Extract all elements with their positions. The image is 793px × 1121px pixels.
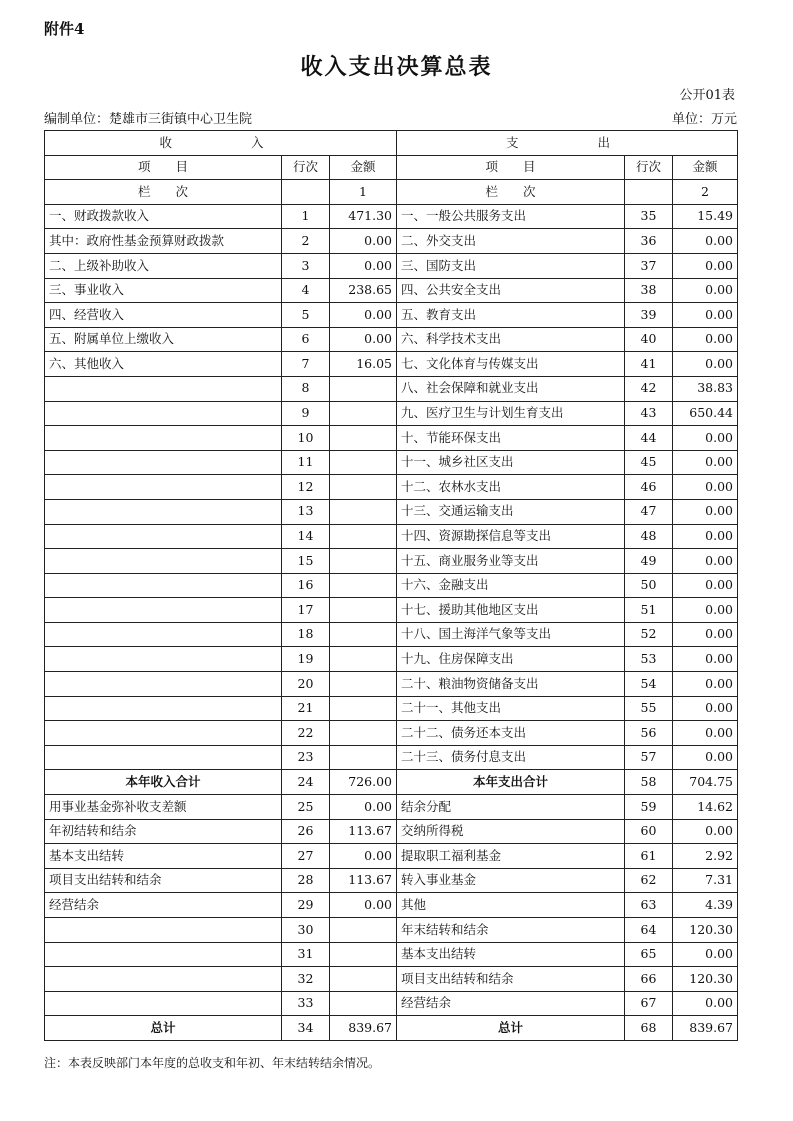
expense-row-no: 68 [625, 1016, 673, 1041]
expense-row-no: 37 [625, 253, 673, 278]
table-row [45, 426, 738, 451]
expense-row-no: 57 [625, 745, 673, 770]
expense-item: 四、公共安全支出 [397, 278, 625, 303]
income-item [45, 745, 282, 770]
expense-row-no: 61 [625, 844, 673, 869]
unit-line [44, 108, 737, 127]
expense-amount: 0.00 [673, 352, 738, 377]
empty-cell [282, 180, 330, 205]
expense-item: 本年支出合计 [397, 770, 625, 795]
income-item: 一、财政拨款收入 [45, 204, 282, 229]
table-row [45, 598, 738, 623]
expense-item: 十三、交通运输支出 [397, 499, 625, 524]
income-item-header: 项 目 [45, 155, 282, 180]
expense-row-no: 49 [625, 549, 673, 574]
expense-column-number: 2 [673, 180, 738, 205]
expense-row-no: 41 [625, 352, 673, 377]
income-amount [330, 647, 397, 672]
income-row-no: 33 [282, 991, 330, 1016]
expense-item: 十一、城乡社区支出 [397, 450, 625, 475]
expense-item: 十九、住房保障支出 [397, 647, 625, 672]
income-amount: 0.00 [330, 229, 397, 254]
income-item: 基本支出结转 [45, 844, 282, 869]
expense-amount: 0.00 [673, 819, 738, 844]
income-row-no: 26 [282, 819, 330, 844]
expense-row-no: 43 [625, 401, 673, 426]
expense-row-no: 65 [625, 942, 673, 967]
table-row [45, 352, 738, 377]
income-row-no: 23 [282, 745, 330, 770]
table-row [45, 770, 738, 795]
table-row [45, 450, 738, 475]
income-row-no: 27 [282, 844, 330, 869]
table-row [45, 573, 738, 598]
income-row-no: 19 [282, 647, 330, 672]
income-amount [330, 499, 397, 524]
income-amount [330, 524, 397, 549]
expense-item: 结余分配 [397, 795, 625, 820]
income-amount: 113.67 [330, 868, 397, 893]
expense-amount: 0.00 [673, 253, 738, 278]
expense-amount-header: 金额 [673, 155, 738, 180]
income-item [45, 376, 282, 401]
table-row [45, 229, 738, 254]
expense-amount: 650.44 [673, 401, 738, 426]
income-row-no: 13 [282, 499, 330, 524]
expense-amount: 0.00 [673, 672, 738, 697]
income-amount [330, 622, 397, 647]
expense-amount: 0.00 [673, 499, 738, 524]
expense-row-no: 53 [625, 647, 673, 672]
table-row [45, 327, 738, 352]
expense-row-no: 64 [625, 918, 673, 943]
income-item [45, 426, 282, 451]
income-section-header: 收 入 [45, 131, 397, 156]
income-row-no: 12 [282, 475, 330, 500]
expense-item: 七、文化体育与传媒支出 [397, 352, 625, 377]
expense-row-no: 52 [625, 622, 673, 647]
table-row [45, 991, 738, 1016]
table-row [45, 524, 738, 549]
income-row-no: 1 [282, 204, 330, 229]
expense-column-label: 栏 次 [397, 180, 625, 205]
income-amount [330, 967, 397, 992]
expense-amount: 38.83 [673, 376, 738, 401]
income-expense-table [44, 130, 738, 1041]
column-number-row [45, 180, 738, 205]
income-row-no: 15 [282, 549, 330, 574]
table-row [45, 893, 738, 918]
income-amount [330, 475, 397, 500]
expense-section-header: 支 出 [397, 131, 738, 156]
income-amount: 0.00 [330, 303, 397, 328]
income-amount [330, 918, 397, 943]
expense-row-no: 47 [625, 499, 673, 524]
expense-amount: 0.00 [673, 622, 738, 647]
income-row-no-header: 行次 [282, 155, 330, 180]
income-row-no: 30 [282, 918, 330, 943]
expense-amount: 0.00 [673, 647, 738, 672]
income-item: 其中：政府性基金预算财政拨款 [45, 229, 282, 254]
expense-item: 二十三、债务付息支出 [397, 745, 625, 770]
expense-amount: 0.00 [673, 745, 738, 770]
expense-item: 二、外交支出 [397, 229, 625, 254]
expense-row-no: 56 [625, 721, 673, 746]
expense-amount: 2.92 [673, 844, 738, 869]
table-row [45, 795, 738, 820]
income-row-no: 25 [282, 795, 330, 820]
income-item [45, 549, 282, 574]
expense-item: 十七、援助其他地区支出 [397, 598, 625, 623]
income-item [45, 647, 282, 672]
income-row-no: 4 [282, 278, 330, 303]
expense-item: 交纳所得税 [397, 819, 625, 844]
expense-item: 十八、国土海洋气象等支出 [397, 622, 625, 647]
income-item [45, 918, 282, 943]
income-amount: 726.00 [330, 770, 397, 795]
expense-item-header: 项 目 [397, 155, 625, 180]
income-amount: 839.67 [330, 1016, 397, 1041]
table-row [45, 868, 738, 893]
income-amount [330, 672, 397, 697]
table-row [45, 918, 738, 943]
expense-amount: 0.00 [673, 721, 738, 746]
income-item: 项目支出结转和结余 [45, 868, 282, 893]
income-item [45, 475, 282, 500]
income-item: 二、上级补助收入 [45, 253, 282, 278]
income-amount: 0.00 [330, 253, 397, 278]
income-item [45, 942, 282, 967]
column-header-row [45, 155, 738, 180]
expense-item: 二十二、债务还本支出 [397, 721, 625, 746]
income-item [45, 696, 282, 721]
table-row [45, 942, 738, 967]
income-amount: 0.00 [330, 327, 397, 352]
income-row-no: 28 [282, 868, 330, 893]
expense-item: 一、一般公共服务支出 [397, 204, 625, 229]
table-row [45, 622, 738, 647]
expense-amount: 0.00 [673, 475, 738, 500]
income-row-no: 11 [282, 450, 330, 475]
expense-item: 十四、资源勘探信息等支出 [397, 524, 625, 549]
expense-item: 二十一、其他支出 [397, 696, 625, 721]
expense-row-no: 42 [625, 376, 673, 401]
table-row [45, 1016, 738, 1041]
expense-amount: 7.31 [673, 868, 738, 893]
expense-amount: 839.67 [673, 1016, 738, 1041]
income-row-no: 22 [282, 721, 330, 746]
income-amount [330, 426, 397, 451]
form-code: 公开01表 [679, 88, 735, 103]
expense-row-no: 45 [625, 450, 673, 475]
income-row-no: 34 [282, 1016, 330, 1041]
table-row [45, 303, 738, 328]
expense-item: 提取职工福利基金 [397, 844, 625, 869]
expense-item: 转入事业基金 [397, 868, 625, 893]
income-amount [330, 721, 397, 746]
income-amount [330, 376, 397, 401]
income-amount [330, 745, 397, 770]
expense-item: 八、社会保障和就业支出 [397, 376, 625, 401]
attachment-label: 附件4 [44, 20, 85, 38]
income-item [45, 622, 282, 647]
expense-row-no: 44 [625, 426, 673, 451]
table-row [45, 549, 738, 574]
income-row-no: 29 [282, 893, 330, 918]
table-row [45, 376, 738, 401]
expense-row-no: 40 [625, 327, 673, 352]
expense-row-no-header: 行次 [625, 155, 673, 180]
expense-amount: 14.62 [673, 795, 738, 820]
income-amount [330, 573, 397, 598]
income-item: 五、附属单位上缴收入 [45, 327, 282, 352]
expense-amount: 0.00 [673, 696, 738, 721]
expense-row-no: 63 [625, 893, 673, 918]
income-amount: 113.67 [330, 819, 397, 844]
table-row [45, 204, 738, 229]
income-amount: 238.65 [330, 278, 397, 303]
table-row [45, 819, 738, 844]
income-row-no: 32 [282, 967, 330, 992]
expense-item: 十六、金融支出 [397, 573, 625, 598]
expense-amount: 0.00 [673, 303, 738, 328]
income-amount [330, 450, 397, 475]
income-item: 经营结余 [45, 893, 282, 918]
income-item [45, 672, 282, 697]
income-item [45, 401, 282, 426]
expense-row-no: 58 [625, 770, 673, 795]
income-amount [330, 598, 397, 623]
income-column-number: 1 [330, 180, 397, 205]
income-item: 年初结转和结余 [45, 819, 282, 844]
expense-row-no: 36 [625, 229, 673, 254]
table-row [45, 278, 738, 303]
section-header-row [45, 131, 738, 156]
income-column-label: 栏 次 [45, 180, 282, 205]
table-row [45, 696, 738, 721]
income-amount [330, 991, 397, 1016]
expense-item: 三、国防支出 [397, 253, 625, 278]
income-row-no: 17 [282, 598, 330, 623]
expense-amount: 0.00 [673, 991, 738, 1016]
expense-amount: 0.00 [673, 573, 738, 598]
expense-amount: 0.00 [673, 598, 738, 623]
currency-unit: 单位：万元 [671, 112, 737, 127]
income-item [45, 598, 282, 623]
income-row-no: 20 [282, 672, 330, 697]
expense-amount: 0.00 [673, 278, 738, 303]
income-item [45, 573, 282, 598]
expense-item: 其他 [397, 893, 625, 918]
table-row [45, 253, 738, 278]
expense-row-no: 67 [625, 991, 673, 1016]
income-row-no: 6 [282, 327, 330, 352]
page-title: 收入支出决算总表 [300, 54, 493, 80]
expense-row-no: 50 [625, 573, 673, 598]
expense-row-no: 46 [625, 475, 673, 500]
expense-amount: 120.30 [673, 967, 738, 992]
expense-row-no: 59 [625, 795, 673, 820]
income-item [45, 450, 282, 475]
expense-amount: 0.00 [673, 229, 738, 254]
expense-amount: 0.00 [673, 327, 738, 352]
income-item: 六、其他收入 [45, 352, 282, 377]
income-row-no: 9 [282, 401, 330, 426]
income-item [45, 721, 282, 746]
expense-row-no: 38 [625, 278, 673, 303]
income-row-no: 21 [282, 696, 330, 721]
income-item: 四、经营收入 [45, 303, 282, 328]
income-item: 本年收入合计 [45, 770, 282, 795]
table-row [45, 401, 738, 426]
expense-row-no: 54 [625, 672, 673, 697]
expense-item: 六、科学技术支出 [397, 327, 625, 352]
expense-amount: 704.75 [673, 770, 738, 795]
income-row-no: 14 [282, 524, 330, 549]
income-amount-header: 金额 [330, 155, 397, 180]
income-row-no: 24 [282, 770, 330, 795]
footnote: 注：本表反映部门本年度的总收支和年初、年末结转结余情况。 [44, 1056, 381, 1070]
income-amount: 16.05 [330, 352, 397, 377]
income-row-no: 10 [282, 426, 330, 451]
table-row [45, 745, 738, 770]
income-row-no: 3 [282, 253, 330, 278]
income-row-no: 7 [282, 352, 330, 377]
expense-row-no: 66 [625, 967, 673, 992]
table-row [45, 844, 738, 869]
income-amount [330, 401, 397, 426]
expense-item: 五、教育支出 [397, 303, 625, 328]
income-item [45, 499, 282, 524]
income-item [45, 524, 282, 549]
expense-row-no: 48 [625, 524, 673, 549]
expense-amount: 0.00 [673, 450, 738, 475]
income-amount: 471.30 [330, 204, 397, 229]
expense-row-no: 35 [625, 204, 673, 229]
income-amount: 0.00 [330, 893, 397, 918]
income-item [45, 967, 282, 992]
table-row [45, 475, 738, 500]
income-row-no: 8 [282, 376, 330, 401]
table-row [45, 672, 738, 697]
compiling-unit: 编制单位：楚雄市三街镇中心卫生院 [44, 112, 253, 127]
expense-amount: 0.00 [673, 524, 738, 549]
income-item [45, 991, 282, 1016]
expense-item: 二十、粮油物资储备支出 [397, 672, 625, 697]
expense-item: 十二、农林水支出 [397, 475, 625, 500]
income-row-no: 18 [282, 622, 330, 647]
table-row [45, 967, 738, 992]
expense-item: 十五、商业服务业等支出 [397, 549, 625, 574]
empty-cell [625, 180, 673, 205]
expense-amount: 4.39 [673, 893, 738, 918]
income-amount [330, 696, 397, 721]
table-row [45, 499, 738, 524]
expense-item: 项目支出结转和结余 [397, 967, 625, 992]
expense-amount: 0.00 [673, 426, 738, 451]
income-row-no: 5 [282, 303, 330, 328]
expense-row-no: 55 [625, 696, 673, 721]
income-amount [330, 942, 397, 967]
expense-row-no: 62 [625, 868, 673, 893]
expense-amount: 0.00 [673, 942, 738, 967]
table-row [45, 721, 738, 746]
expense-row-no: 39 [625, 303, 673, 328]
income-amount: 0.00 [330, 795, 397, 820]
expense-amount: 15.49 [673, 204, 738, 229]
expense-item: 经营结余 [397, 991, 625, 1016]
expense-amount: 120.30 [673, 918, 738, 943]
income-item: 用事业基金弥补收支差额 [45, 795, 282, 820]
expense-item: 基本支出结转 [397, 942, 625, 967]
income-row-no: 16 [282, 573, 330, 598]
table-row [45, 647, 738, 672]
expense-amount: 0.00 [673, 549, 738, 574]
expense-row-no: 51 [625, 598, 673, 623]
expense-item: 九、医疗卫生与计划生育支出 [397, 401, 625, 426]
expense-item: 总计 [397, 1016, 625, 1041]
income-row-no: 31 [282, 942, 330, 967]
income-item: 总计 [45, 1016, 282, 1041]
income-amount [330, 549, 397, 574]
income-amount: 0.00 [330, 844, 397, 869]
expense-row-no: 60 [625, 819, 673, 844]
income-row-no: 2 [282, 229, 330, 254]
expense-item: 十、节能环保支出 [397, 426, 625, 451]
income-item: 三、事业收入 [45, 278, 282, 303]
expense-item: 年末结转和结余 [397, 918, 625, 943]
